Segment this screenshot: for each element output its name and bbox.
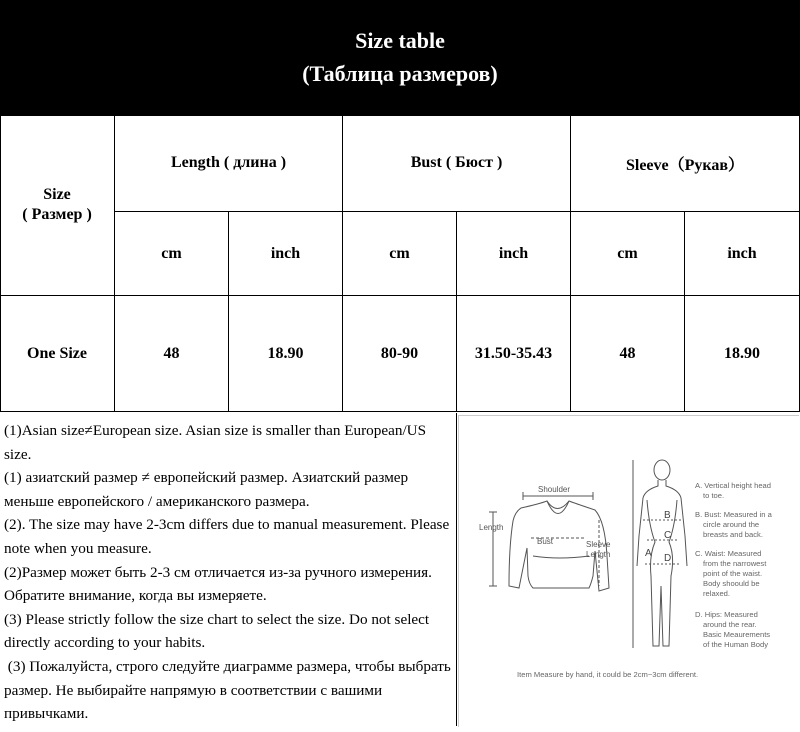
value-cell: 18.90 bbox=[685, 296, 800, 412]
note-text: (2). The size may have 2-3cm differs due to manual measurement. Please note when you measure. bbox=[4, 516, 450, 557]
legend-a-2: to toe. bbox=[703, 491, 725, 500]
unit-cell: inch bbox=[685, 212, 800, 296]
value-cell: 48 bbox=[571, 296, 685, 412]
size-notes bbox=[0, 413, 457, 726]
label-shoulder: Shoulder bbox=[538, 485, 571, 494]
size-table bbox=[0, 115, 800, 412]
letter-c: C bbox=[664, 530, 672, 541]
letter-d: D bbox=[664, 553, 672, 564]
size-header-cell bbox=[0, 115, 115, 296]
note-text: (2)Размер может быть 2-3 см отличается из-за ручного измерения. Обратите внимание, когда вы измеряете. bbox=[4, 563, 432, 605]
title-banner bbox=[0, 0, 800, 115]
page-subtitle: (Таблица размеров) bbox=[302, 61, 498, 86]
note-text: (1) азиатский размер ≠ европейский размер. Азиатский размер меньше европейского / американского размера. bbox=[4, 469, 409, 510]
label-bust: Bust bbox=[537, 537, 554, 546]
letter-a: A bbox=[645, 548, 652, 559]
legend-c-4: Body shoould be bbox=[703, 579, 760, 588]
legend-b-2: circle around the bbox=[703, 520, 760, 529]
note-text: (3) Please strictly follow the size chart to select the size. Do not select directly according to your habits. bbox=[4, 610, 430, 652]
legend-a-1: A. Vertical height head bbox=[695, 481, 771, 490]
legend-d-2: around the rear. bbox=[703, 620, 757, 629]
unit-cell: cm bbox=[343, 212, 457, 296]
legend-d-3: Basic Meaurements bbox=[703, 630, 771, 639]
measurement-diagram bbox=[458, 413, 800, 726]
size-header-ru: ( Размер ) bbox=[22, 206, 92, 223]
measurement-illustration bbox=[459, 416, 799, 727]
value-cell: 31.50-35.43 bbox=[457, 296, 571, 412]
group-header-bust: Bust ( Бюст ) bbox=[343, 115, 571, 212]
legend-d-4: of the Human Body bbox=[703, 640, 769, 649]
legend-b-1: B. Bust: Measured in a bbox=[695, 510, 772, 519]
group-header-length: Length ( длина ) bbox=[115, 115, 343, 212]
legend-c-2: from the narrowest bbox=[703, 559, 767, 568]
group-header-sleeve: Sleeve（Рукав） bbox=[571, 115, 800, 212]
row-size-label: One Size bbox=[0, 296, 115, 412]
legend-c-5: relaxed. bbox=[703, 589, 731, 598]
value-cell: 18.90 bbox=[229, 296, 343, 412]
diagram-footer: Item Measure by hand, it could be 2cm~3cm different. bbox=[517, 670, 699, 679]
label-sleeve-length: Length bbox=[586, 550, 611, 559]
unit-cell: inch bbox=[229, 212, 343, 296]
value-cell: 80-90 bbox=[343, 296, 457, 412]
legend-c-1: C. Waist: Measured bbox=[695, 549, 762, 558]
unit-cell: inch bbox=[457, 212, 571, 296]
legend-d-1: D. Hips: Measured bbox=[695, 610, 758, 619]
unit-cell: cm bbox=[115, 212, 229, 296]
unit-cell: cm bbox=[571, 212, 685, 296]
legend-c-3: point of the waist. bbox=[703, 569, 763, 578]
label-length: Length bbox=[479, 523, 504, 532]
legend-b-3: breasts and back. bbox=[703, 530, 763, 539]
note-text: (3) Пожалуйста, строго следуйте диаграмме размера, чтобы выбрать размер. Не выбирайте напрямую в соответствии с вашими привычками. bbox=[4, 657, 455, 723]
value-cell: 48 bbox=[115, 296, 229, 412]
label-sleeve: Sleeve bbox=[586, 540, 611, 549]
note-text: (1)Asian size≠European size. Asian size is smaller than European/US size. bbox=[4, 422, 427, 463]
letter-b: B bbox=[664, 510, 671, 521]
size-header: Size bbox=[43, 186, 71, 203]
page-title: Size table bbox=[355, 28, 445, 53]
